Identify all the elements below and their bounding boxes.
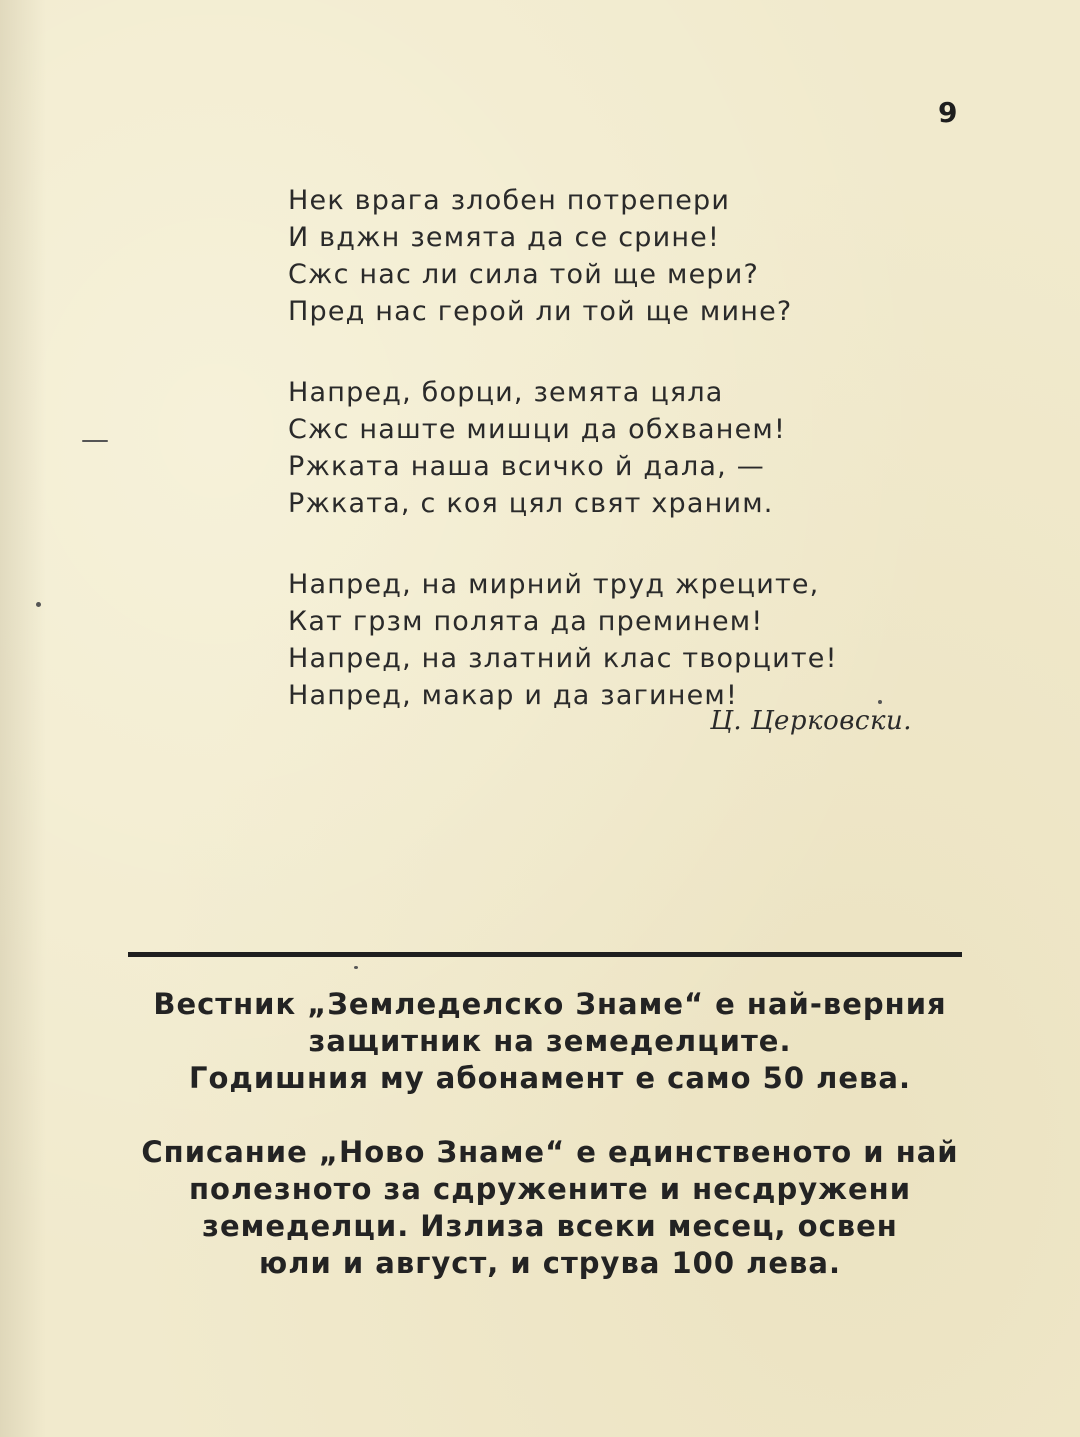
- poem-line: Сжс нас ли сила той ще мери?: [288, 259, 759, 290]
- paper-speck: [82, 440, 108, 442]
- notice-line: защитник на земеделците.: [308, 1024, 792, 1058]
- notice-line: Списание „Ново Знаме“ е единственото и най: [141, 1135, 959, 1169]
- poem-line: Напред, на златний клас творците!: [288, 643, 838, 674]
- poem-line: Сжс наште мишци да обхванем!: [288, 414, 787, 445]
- paper-speck: [354, 966, 358, 969]
- poem-line: Ржката наша всичко й дала, —: [288, 451, 765, 482]
- poem-line: Ржката, с коя цял свят храним.: [288, 488, 774, 519]
- poem: [288, 182, 928, 758]
- paper-speck: [878, 700, 882, 704]
- notice-line: Годишния му абонамент е само 50 лева.: [189, 1061, 911, 1095]
- notice-line: Вестник „Земледелско Знаме“ е най-верния: [153, 987, 947, 1021]
- poem-author: Ц. Церковски.: [710, 706, 912, 736]
- magazine-notice: [100, 1134, 1000, 1282]
- poem-line: Кат грзм полята да преминем!: [288, 606, 764, 637]
- notice-line: полезното за сдружените и несдружени: [188, 1172, 912, 1206]
- poem-line: И вджн земята да се срине!: [288, 222, 721, 253]
- poem-line: Напред, на мирний труд жреците,: [288, 569, 820, 600]
- divider-rule: [128, 952, 962, 957]
- page-edge-shadow: [0, 0, 46, 1437]
- poem-line: Нек врага злобен потрепери: [288, 185, 731, 216]
- notice-line: земеделци. Излиза всеки месец, освен: [202, 1209, 898, 1243]
- page-number: 9: [938, 96, 958, 129]
- poem-line: Напред, борци, земята цяла: [288, 377, 724, 408]
- newspaper-notice: [100, 986, 1000, 1097]
- notice-line: юли и август, и струва 100 лева.: [259, 1246, 841, 1280]
- stanza: [288, 374, 928, 522]
- stanza: [288, 566, 928, 714]
- stanza: [288, 182, 928, 330]
- paper-speck: [36, 602, 41, 607]
- poem-line: Напред, макар и да загинем!: [288, 680, 738, 711]
- poem-line: Пред нас герой ли той ще мине?: [288, 296, 793, 327]
